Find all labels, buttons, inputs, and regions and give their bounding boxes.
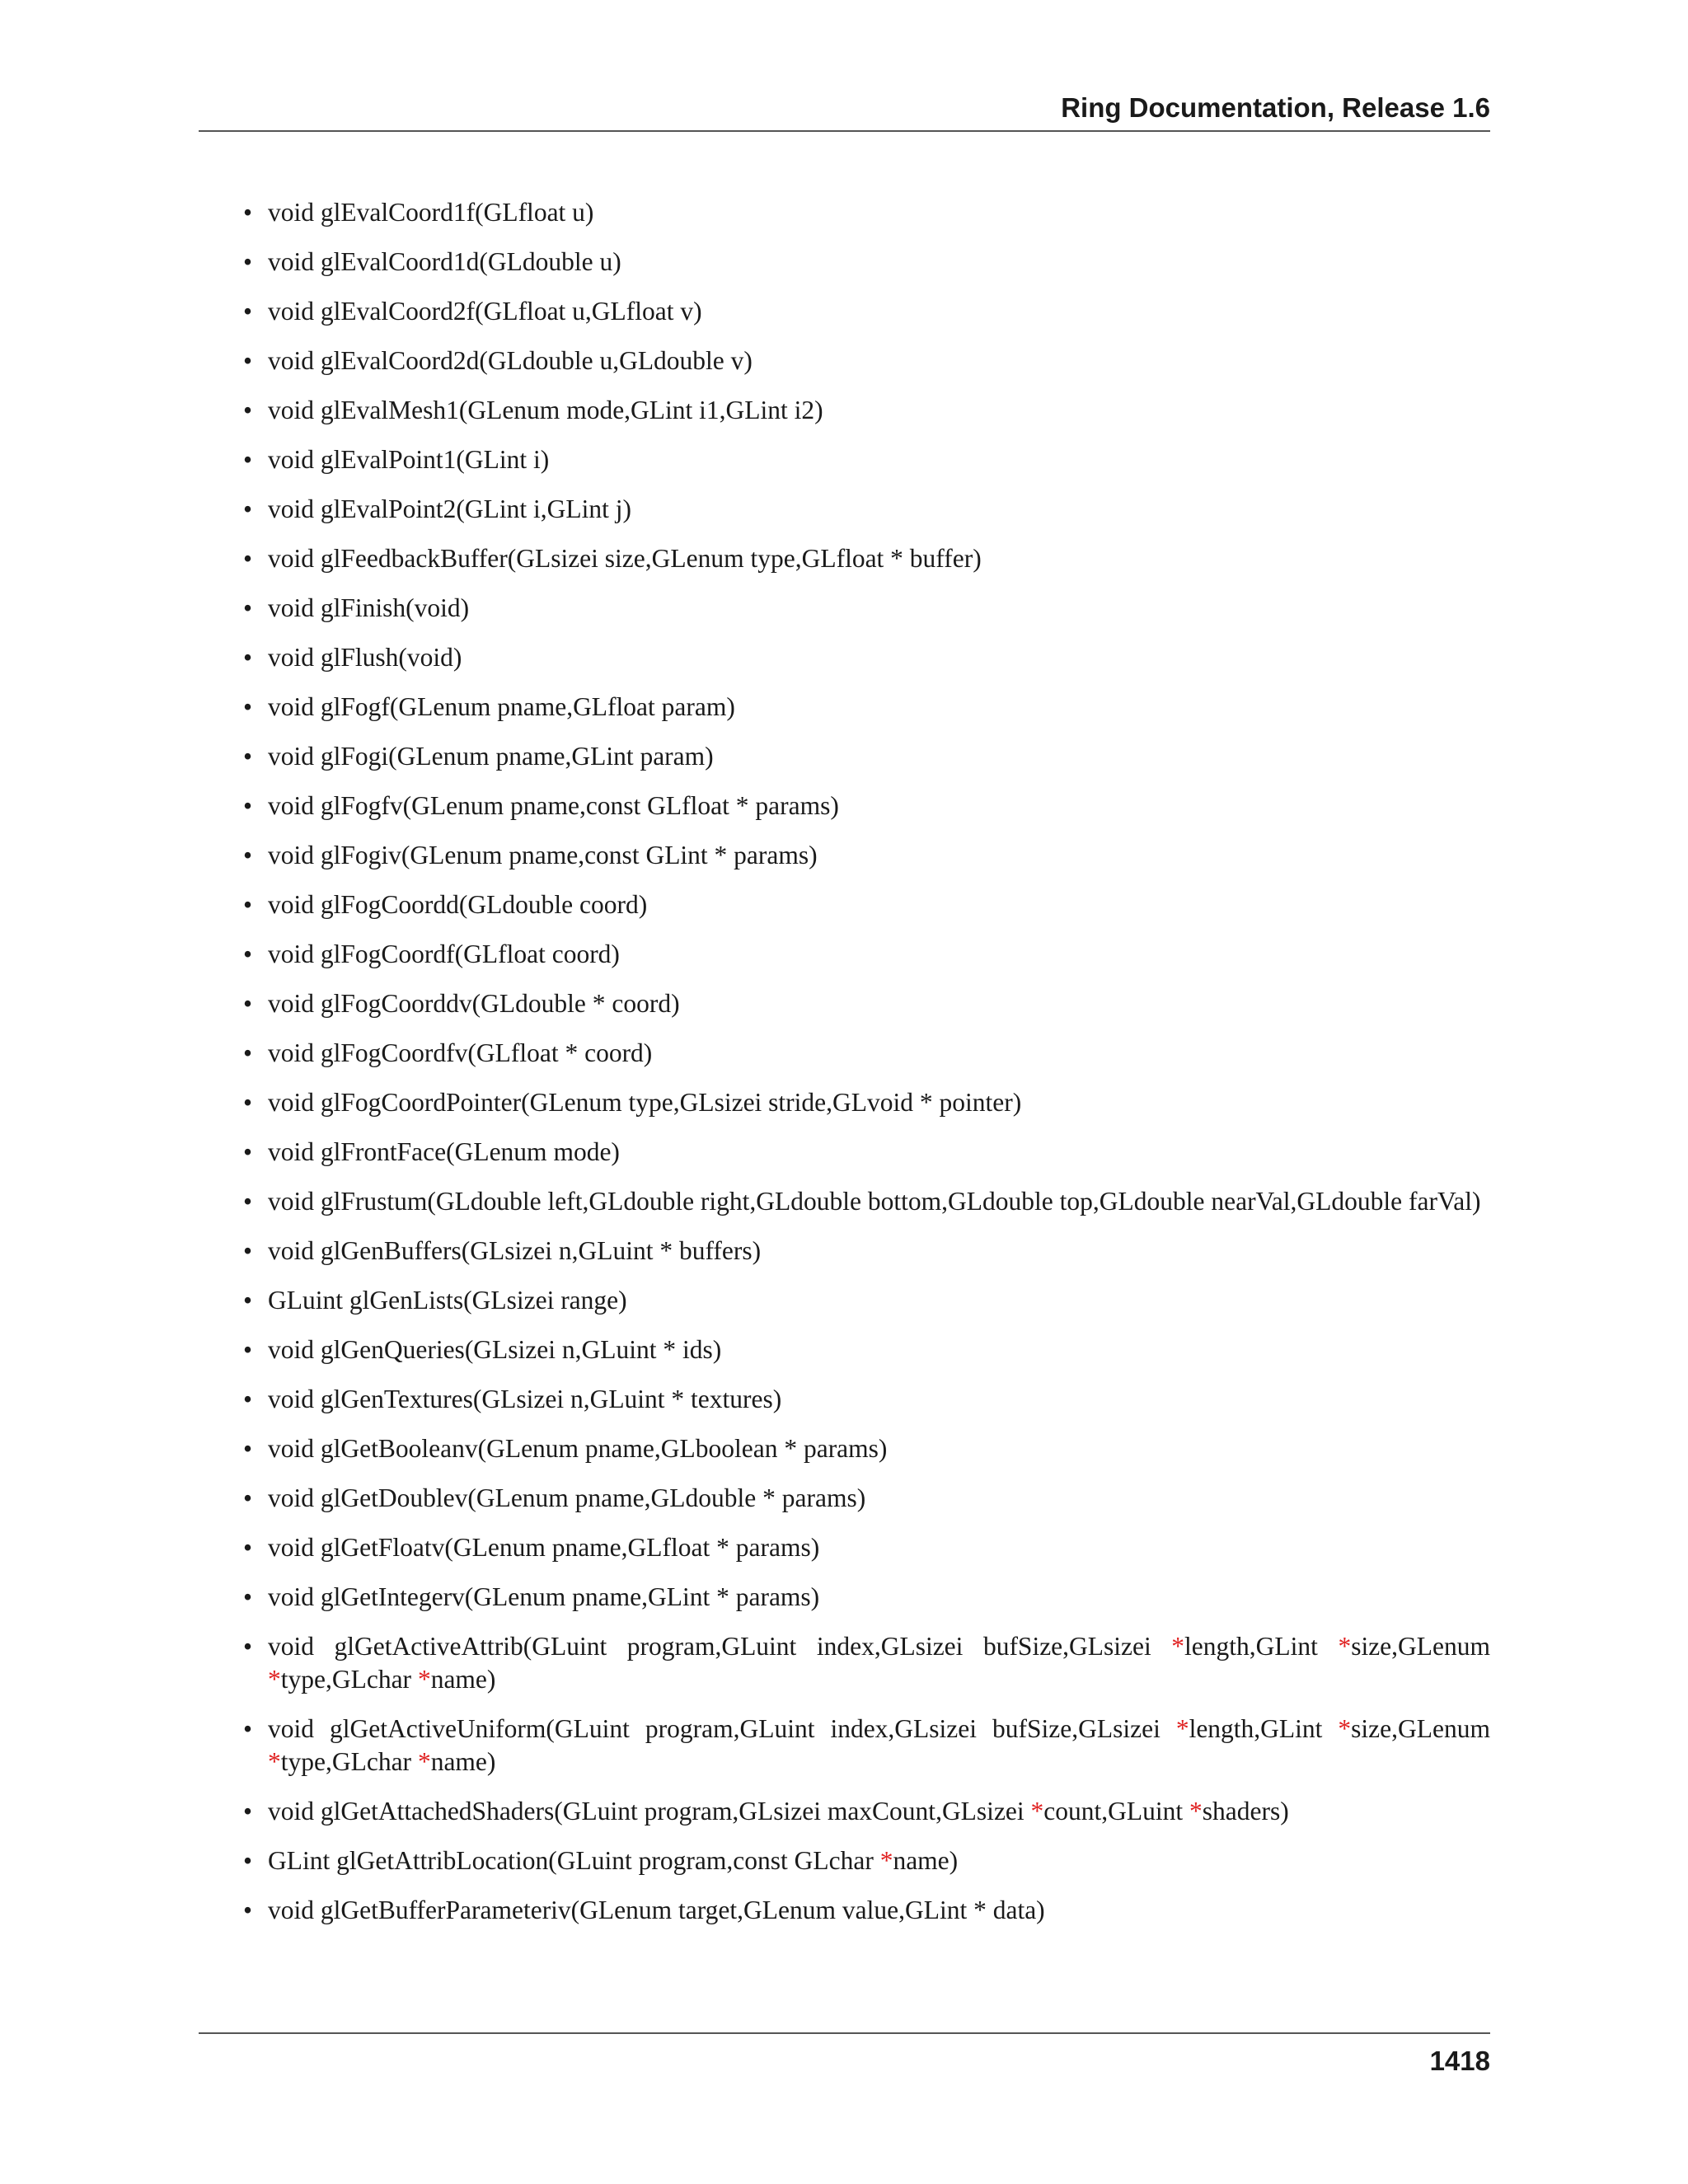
signature-text: void glGenQueries(GLsizei n,GLuint * ids) xyxy=(268,1335,722,1364)
pointer-asterisk: * xyxy=(1338,1714,1352,1743)
function-signature xyxy=(268,1284,1490,1317)
list-item xyxy=(243,987,1490,1020)
function-signature xyxy=(268,1713,1490,1779)
page-footer xyxy=(199,2032,1490,2076)
list-item xyxy=(243,1531,1490,1564)
signature-text: void glEvalCoord2d(GLdouble u,GLdouble v) xyxy=(268,346,753,375)
signature-text: name) xyxy=(893,1846,959,1875)
function-signature xyxy=(268,1482,1490,1515)
bullet-icon: • xyxy=(243,396,253,424)
list-item xyxy=(243,1713,1490,1779)
list-item xyxy=(243,1581,1490,1614)
function-signature xyxy=(268,839,1490,872)
signature-text: void glFinish(void) xyxy=(268,593,470,622)
function-signature xyxy=(268,691,1490,724)
function-signature xyxy=(268,1581,1490,1614)
pointer-asterisk: * xyxy=(417,1665,431,1694)
list-item xyxy=(243,888,1490,921)
pointer-asterisk: * xyxy=(1175,1714,1189,1743)
bullet-icon: • xyxy=(243,841,253,869)
list-item xyxy=(243,394,1490,427)
pointer-asterisk: * xyxy=(417,1747,431,1776)
list-item xyxy=(243,1185,1490,1218)
signature-text: void glEvalCoord1f(GLfloat u) xyxy=(268,198,594,227)
list-item xyxy=(243,443,1490,476)
list-item xyxy=(243,1630,1490,1696)
bullet-icon: • xyxy=(243,1483,253,1512)
pointer-asterisk: * xyxy=(268,1665,281,1694)
bullet-icon: • xyxy=(243,692,253,721)
pointer-asterisk: * xyxy=(1171,1632,1185,1661)
signature-text: void glEvalPoint1(GLint i) xyxy=(268,445,550,474)
signature-text: void glEvalCoord2f(GLfloat u,GLfloat v) xyxy=(268,297,702,326)
bullet-icon: • xyxy=(243,1137,253,1166)
signature-text: void glFogCoordPointer(GLenum type,GLsizei stride,GLvoid * pointer) xyxy=(268,1088,1022,1117)
bullet-icon: • xyxy=(243,494,253,523)
bullet-icon: • xyxy=(243,742,253,771)
function-signature xyxy=(268,740,1490,773)
signature-text: void glFogCoordfv(GLfloat * coord) xyxy=(268,1038,653,1067)
signature-text: void glFlush(void) xyxy=(268,643,462,672)
bullet-icon: • xyxy=(243,1187,253,1216)
function-signature xyxy=(268,1531,1490,1564)
function-signature xyxy=(268,888,1490,921)
list-item xyxy=(243,542,1490,575)
function-signature xyxy=(268,1037,1490,1070)
signature-text: void glFogiv(GLenum pname,const GLint * params) xyxy=(268,841,818,869)
bullet-icon: • xyxy=(243,1896,253,1924)
signature-text: void glFogf(GLenum pname,GLfloat param) xyxy=(268,692,735,721)
signature-text: GLuint glGenLists(GLsizei range) xyxy=(268,1286,627,1315)
bullet-icon: • xyxy=(243,445,253,474)
signature-text: void glFrontFace(GLenum mode) xyxy=(268,1137,620,1166)
signature-text: void glEvalCoord1d(GLdouble u) xyxy=(268,247,621,276)
bullet-icon: • xyxy=(243,346,253,375)
document-title: Ring Documentation, Release 1.6 xyxy=(1061,92,1490,123)
bullet-icon: • xyxy=(243,1038,253,1067)
function-signature xyxy=(268,542,1490,575)
function-signature xyxy=(268,938,1490,971)
bullet-icon: • xyxy=(243,1434,253,1463)
function-signature xyxy=(268,592,1490,625)
list-item xyxy=(243,344,1490,377)
signature-text: length,GLint xyxy=(1184,1632,1339,1661)
list-item xyxy=(243,246,1490,279)
bullet-icon: • xyxy=(243,791,253,820)
list-item xyxy=(243,1383,1490,1416)
signature-text: void glGenBuffers(GLsizei n,GLuint * buffers) xyxy=(268,1236,762,1265)
function-signature xyxy=(268,1383,1490,1416)
bullet-icon: • xyxy=(243,1335,253,1364)
function-signature xyxy=(268,196,1490,229)
function-signature-list xyxy=(243,196,1490,1943)
bullet-icon: • xyxy=(243,989,253,1018)
list-item xyxy=(243,938,1490,971)
function-signature xyxy=(268,987,1490,1020)
signature-text: size,GLenum xyxy=(1351,1714,1490,1743)
function-signature xyxy=(268,493,1490,526)
signature-text: void glEvalPoint2(GLint i,GLint j) xyxy=(268,494,631,523)
bullet-icon: • xyxy=(243,1714,253,1743)
signature-text: void glFogfv(GLenum pname,const GLfloat * params) xyxy=(268,791,839,820)
signature-text: void glGetDoublev(GLenum pname,GLdouble * params) xyxy=(268,1483,866,1512)
function-signature xyxy=(268,1185,1490,1218)
page-number: 1418 xyxy=(1429,2046,1490,2076)
function-signature xyxy=(268,1136,1490,1169)
function-signature xyxy=(268,1086,1490,1119)
bullet-icon: • xyxy=(243,1385,253,1413)
bullet-icon: • xyxy=(243,1533,253,1562)
signature-text: void glGetAttachedShaders(GLuint program,GLsizei maxCount,GLsizei xyxy=(268,1797,1031,1825)
pointer-asterisk: * xyxy=(268,1747,281,1776)
function-signature xyxy=(268,1432,1490,1465)
function-signature xyxy=(268,1894,1490,1927)
function-signature xyxy=(268,1333,1490,1366)
pointer-asterisk: * xyxy=(1030,1797,1044,1825)
signature-text: type,GLchar xyxy=(280,1665,418,1694)
pointer-asterisk: * xyxy=(1189,1797,1203,1825)
function-signature xyxy=(268,1235,1490,1268)
list-item xyxy=(243,740,1490,773)
function-signature xyxy=(268,1795,1490,1828)
bullet-icon: • xyxy=(243,890,253,919)
signature-text: size,GLenum xyxy=(1351,1632,1491,1661)
list-item xyxy=(243,1136,1490,1169)
function-signature xyxy=(268,246,1490,279)
signature-text: length,GLint xyxy=(1189,1714,1339,1743)
list-item xyxy=(243,1482,1490,1515)
list-item xyxy=(243,641,1490,674)
signature-text: void glGetBufferParameteriv(GLenum target,GLenum value,GLint * data) xyxy=(268,1896,1045,1924)
bullet-icon: • xyxy=(243,1286,253,1315)
list-item xyxy=(243,196,1490,229)
bullet-icon: • xyxy=(243,198,253,227)
signature-text: void glEvalMesh1(GLenum mode,GLint i1,GLint i2) xyxy=(268,396,823,424)
pointer-asterisk: * xyxy=(1338,1632,1352,1661)
list-item xyxy=(243,1432,1490,1465)
list-item xyxy=(243,1333,1490,1366)
list-item xyxy=(243,1235,1490,1268)
signature-text: void glFogCoorddv(GLdouble * coord) xyxy=(268,989,680,1018)
signature-text: shaders) xyxy=(1202,1797,1289,1825)
bullet-icon: • xyxy=(243,593,253,622)
signature-text: void glGenTextures(GLsizei n,GLuint * textures) xyxy=(268,1385,782,1413)
list-item xyxy=(243,1844,1490,1877)
pointer-asterisk: * xyxy=(879,1846,893,1875)
signature-text: void glGetActiveAttrib(GLuint program,GLuint index,GLsizei bufSize,GLsizei xyxy=(268,1632,1172,1661)
list-item xyxy=(243,592,1490,625)
signature-text: GLint glGetAttribLocation(GLuint program,const GLchar xyxy=(268,1846,880,1875)
signature-text: void glFogCoordf(GLfloat coord) xyxy=(268,940,620,968)
signature-text: void glGetFloatv(GLenum pname,GLfloat * params) xyxy=(268,1533,820,1562)
bullet-icon: • xyxy=(243,643,253,672)
signature-text: void glFogCoordd(GLdouble coord) xyxy=(268,890,648,919)
list-item xyxy=(243,1086,1490,1119)
list-item xyxy=(243,295,1490,328)
function-signature xyxy=(268,790,1490,823)
signature-text: void glGetActiveUniform(GLuint program,GLuint index,GLsizei bufSize,GLsizei xyxy=(268,1714,1176,1743)
bullet-icon: • xyxy=(243,297,253,326)
bullet-icon: • xyxy=(243,1236,253,1265)
signature-text: void glGetIntegerv(GLenum pname,GLint * params) xyxy=(268,1582,820,1611)
list-item xyxy=(243,493,1490,526)
bullet-icon: • xyxy=(243,1797,253,1825)
signature-text: void glFogi(GLenum pname,GLint param) xyxy=(268,742,714,771)
bullet-icon: • xyxy=(243,1088,253,1117)
function-signature xyxy=(268,394,1490,427)
bullet-icon: • xyxy=(243,1846,253,1875)
function-signature xyxy=(268,443,1490,476)
signature-text: name) xyxy=(430,1665,496,1694)
signature-text: void glFeedbackBuffer(GLsizei size,GLenum type,GLfloat * buffer) xyxy=(268,544,982,573)
bullet-icon: • xyxy=(243,247,253,276)
list-item xyxy=(243,1284,1490,1317)
bullet-icon: • xyxy=(243,1582,253,1611)
bullet-icon: • xyxy=(243,1632,253,1661)
list-item xyxy=(243,1037,1490,1070)
function-signature xyxy=(268,1844,1490,1877)
signature-text: type,GLchar xyxy=(280,1747,418,1776)
function-signature xyxy=(268,641,1490,674)
list-item xyxy=(243,790,1490,823)
list-item xyxy=(243,691,1490,724)
list-item xyxy=(243,839,1490,872)
list-item xyxy=(243,1894,1490,1927)
signature-text: count,GLuint xyxy=(1043,1797,1190,1825)
page-header xyxy=(199,89,1490,132)
signature-text: name) xyxy=(430,1747,496,1776)
function-signature xyxy=(268,1630,1490,1696)
bullet-icon: • xyxy=(243,940,253,968)
function-signature xyxy=(268,295,1490,328)
function-signature xyxy=(268,344,1490,377)
list-item xyxy=(243,1795,1490,1828)
bullet-icon: • xyxy=(243,544,253,573)
signature-text: void glGetBooleanv(GLenum pname,GLboolean * params) xyxy=(268,1434,888,1463)
signature-text: void glFrustum(GLdouble left,GLdouble right,GLdouble bottom,GLdouble top,GLdouble nearVal,GLdouble farVal) xyxy=(268,1187,1481,1216)
